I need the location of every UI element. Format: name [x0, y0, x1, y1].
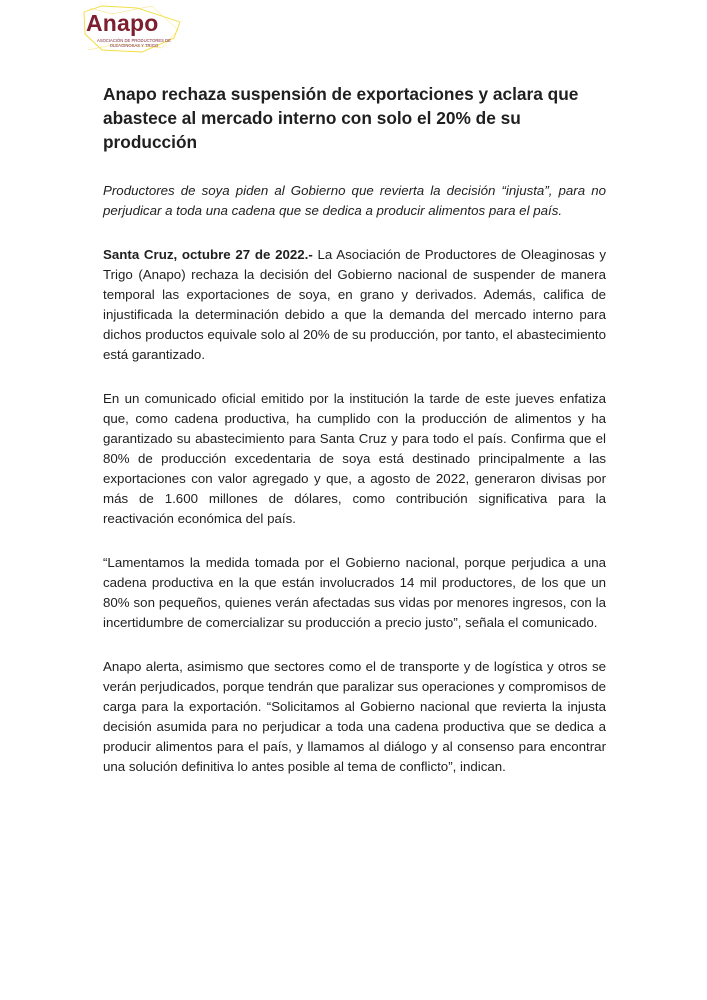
headline-line-2: abastece al mercado interno con solo el 20% de su producción [103, 108, 521, 152]
paragraph-4: Anapo alerta, asimismo que sectores como el de transporte y de logística y otros se verán perjudicados, porque tendrán que paralizar sus operaciones y compromisos de carga para la exportación. “Solicitamos al Gobierno nacional que revierta la injusta decisión asumida para no perjudicar a toda una cadena productiva que se dedica a producir alimentos para el país, y llamamos al diálogo y al consenso para encontrar una solución definitiva lo antes posible al tema de conflicto”, indican. [103, 659, 606, 774]
anapo-logo [82, 4, 182, 54]
paragraph-1 [103, 245, 606, 365]
press-release [103, 82, 606, 777]
logo-subtitle: ASOCIACIÓN DE PRODUCTORES DE OLEAGINOSAS Y TRIGO [97, 38, 171, 48]
headline [103, 82, 606, 154]
paragraph-1-text: La Asociación de Productores de Oleaginosas y Trigo (Anapo) rechaza la decisión del Gobierno nacional de suspender de manera temporal las exportaciones de soya, en grano y derivados. Además, califica de injustificada la determinación debido a que la demanda del mercado interno para dichos productos equivale solo al 20% de su producción, por tanto, el abastecimiento está garantizado. [103, 247, 606, 362]
subheadline: Productores de soya piden al Gobierno que revierta la decisión “injusta”, para no perjudicar a toda una cadena que se dedica a producir alimentos para el país. [103, 183, 606, 218]
headline-line-1: Anapo rechaza suspensión de exportaciones y aclara que [103, 84, 579, 104]
paragraph-2: En un comunicado oficial emitido por la institución la tarde de este jueves enfatiza que, como cadena productiva, ha cumplido con la producción de alimentos y ha garantizado su abastecimiento para Santa Cruz y para todo el país. Confirma que el 80% de producción excedentaria de soya está destinado principalmente a las exportaciones con valor agregado y que, a agosto de 2022, generaron divisas por más de 1.600 millones de dólares, como contribución significativa para la reactivación económica del país. [103, 391, 606, 526]
paragraph-3: “Lamentamos la medida tomada por el Gobierno nacional, porque perjudica a una cadena productiva en la que están involucrados 14 mil productores, de los que un 80% son pequeños, quienes verán afectadas sus vidas por menores ingresos, con la incertidumbre de comercializar su producción a precio justo”, señala el comunicado. [103, 555, 606, 630]
dateline: Santa Cruz, octubre 27 de 2022.- [103, 247, 313, 262]
logo-wordmark: Anapo [86, 10, 159, 36]
